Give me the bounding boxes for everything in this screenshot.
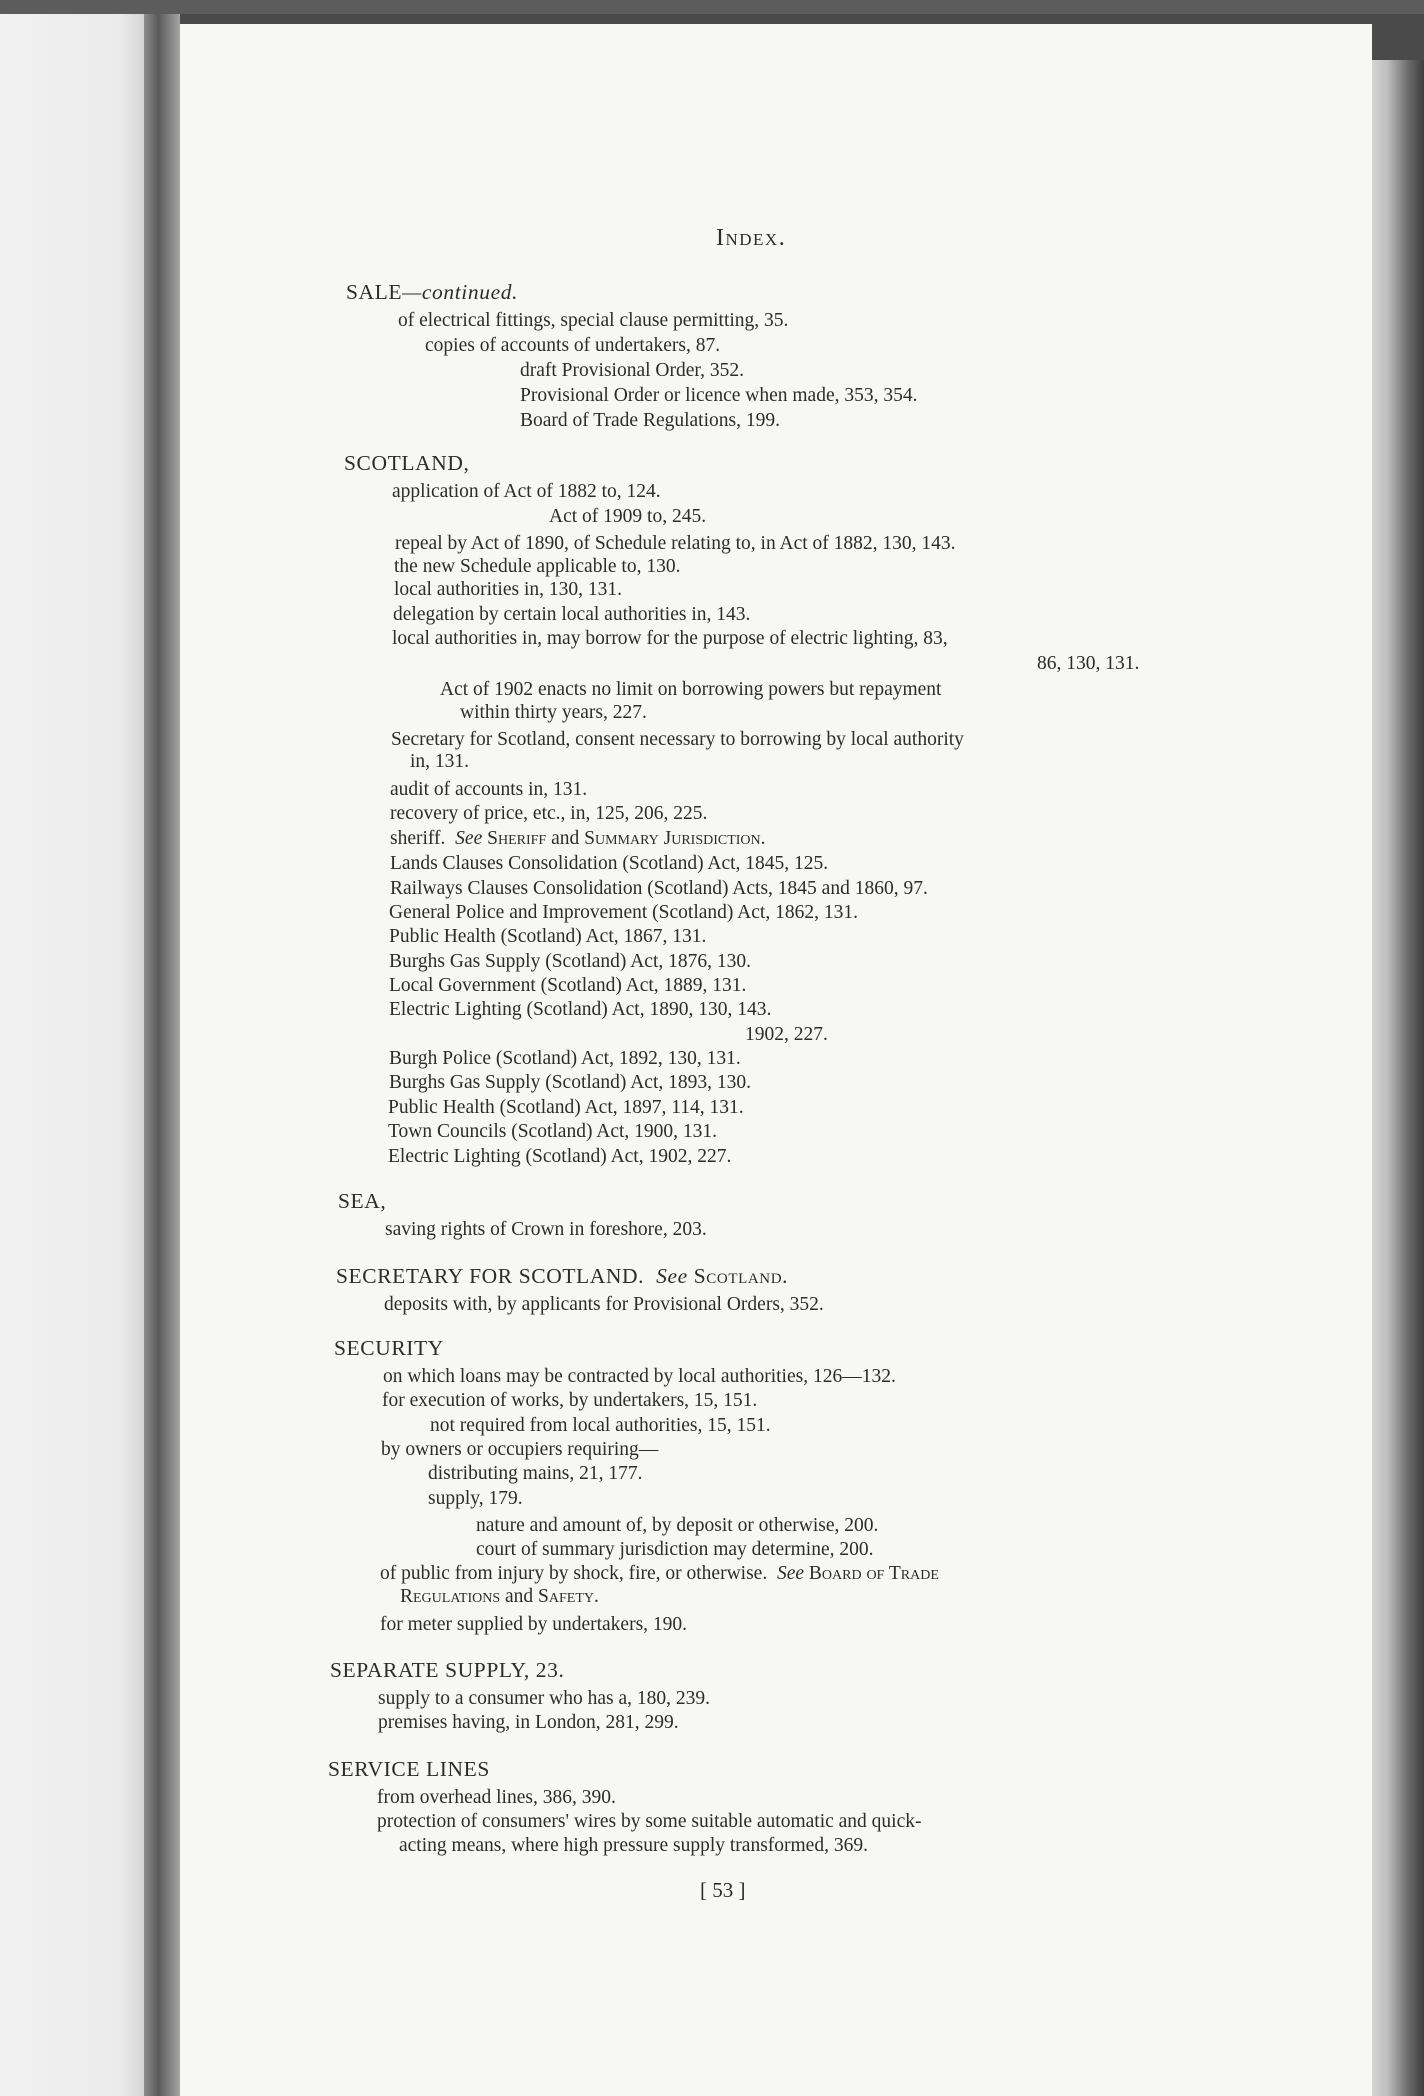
- index-line-public-cont: Regulations and Safety.: [400, 1586, 599, 1607]
- index-line: Town Councils (Scotland) Act, 1900, 131.: [388, 1121, 718, 1142]
- index-line: Secretary for Scotland, consent necessary to borrowing by local authority: [391, 729, 964, 750]
- index-line: on which loans may be contracted by local authorities, 126—132.: [383, 1366, 896, 1387]
- index-line: Public Health (Scotland) Act, 1867, 131.: [389, 926, 707, 947]
- index-line: by owners or occupiers requiring—: [381, 1439, 659, 1460]
- index-line: audit of accounts in, 131.: [390, 779, 588, 800]
- index-line: Provisional Order or licence when made, 353, 354.: [520, 385, 918, 406]
- index-line-public: of public from injury by shock, fire, or otherwise. See Board of Trade: [380, 1563, 939, 1584]
- index-line: Burghs Gas Supply (Scotland) Act, 1893, 130.: [389, 1072, 752, 1093]
- index-line: 86, 130, 131.: [1037, 653, 1140, 674]
- index-line: distributing mains, 21, 177.: [428, 1463, 643, 1484]
- index-line: recovery of price, etc., in, 125, 206, 225.: [390, 803, 708, 824]
- index-line: local authorities in, 130, 131.: [394, 579, 623, 600]
- index-line: protection of consumers' wires by some suitable automatic and quick-: [377, 1811, 922, 1832]
- entry-heading-sea: SEA,: [338, 1189, 387, 1213]
- index-line: Railways Clauses Consolidation (Scotland) Acts, 1845 and 1860, 97.: [390, 878, 928, 899]
- index-line: Burghs Gas Supply (Scotland) Act, 1876, 130.: [389, 951, 752, 972]
- index-line: copies of accounts of undertakers, 87.: [425, 335, 721, 356]
- entry-heading-security: SECURITY: [334, 1336, 444, 1360]
- index-line: supply, 179.: [428, 1488, 523, 1509]
- entry-heading-scotland: SCOTLAND,: [344, 451, 470, 475]
- index-line: local authorities in, may borrow for the purpose of electric lighting, 83,: [392, 628, 948, 649]
- index-line: for execution of works, by undertakers, 15, 151.: [382, 1390, 758, 1411]
- index-line: 1902, 227.: [745, 1024, 828, 1045]
- index-line: Board of Trade Regulations, 199.: [520, 410, 780, 431]
- index-line: repeal by Act of 1890, of Schedule relating to, in Act of 1882, 130, 143.: [395, 533, 956, 554]
- index-line: Burgh Police (Scotland) Act, 1892, 130, 131.: [389, 1048, 741, 1069]
- index-line: in, 131.: [410, 751, 470, 772]
- index-line: Act of 1902 enacts no limit on borrowing powers but repayment: [440, 679, 942, 700]
- index-line: nature and amount of, by deposit or otherwise, 200.: [476, 1515, 879, 1536]
- index-line: saving rights of Crown in foreshore, 203.: [385, 1219, 707, 1240]
- page-title: Index.: [716, 225, 787, 251]
- index-line: not required from local authorities, 15, 151.: [430, 1415, 771, 1436]
- page-number: [ 53 ]: [700, 1878, 746, 1902]
- index-line: Electric Lighting (Scotland) Act, 1902, 227.: [388, 1146, 732, 1167]
- entry-heading-service-lines: SERVICE LINES: [328, 1757, 490, 1781]
- index-line: of electrical fittings, special clause permitting, 35.: [398, 310, 789, 331]
- index-line: delegation by certain local authorities in, 143.: [393, 604, 751, 625]
- entry-heading-separate-supply: SEPARATE SUPPLY, 23.: [330, 1658, 565, 1682]
- index-line: Lands Clauses Consolidation (Scotland) Act, 1845, 125.: [390, 853, 829, 874]
- index-line: the new Schedule applicable to, 130.: [394, 556, 681, 577]
- index-line: Public Health (Scotland) Act, 1897, 114, 131.: [388, 1097, 744, 1118]
- index-line: for meter supplied by undertakers, 190.: [380, 1614, 688, 1635]
- index-line: draft Provisional Order, 352.: [520, 360, 744, 381]
- index-line: court of summary jurisdiction may determine, 200.: [476, 1539, 874, 1560]
- entry-heading-secretary: SECRETARY FOR SCOTLAND. See Scotland.: [336, 1264, 789, 1288]
- index-line: within thirty years, 227.: [460, 702, 647, 723]
- entry-heading-sale: SALE—continued.: [346, 280, 519, 304]
- index-line: Electric Lighting (Scotland) Act, 1890, 130, 143.: [389, 999, 772, 1020]
- index-line: acting means, where high pressure supply transformed, 369.: [399, 1835, 868, 1856]
- index-line: General Police and Improvement (Scotland) Act, 1862, 131.: [389, 902, 858, 923]
- index-line: Local Government (Scotland) Act, 1889, 131.: [389, 975, 747, 996]
- index-line: deposits with, by applicants for Provisional Orders, 352.: [384, 1294, 824, 1315]
- index-line: from overhead lines, 386, 390.: [377, 1787, 616, 1808]
- index-line: premises having, in London, 281, 299.: [378, 1712, 679, 1733]
- index-line: application of Act of 1882 to, 124.: [392, 481, 661, 502]
- index-line: supply to a consumer who has a, 180, 239.: [378, 1688, 710, 1709]
- index-line-sheriff: sheriff. See Sheriff and Summary Jurisdiction.: [390, 828, 766, 849]
- index-line: Act of 1909 to, 245.: [549, 506, 707, 527]
